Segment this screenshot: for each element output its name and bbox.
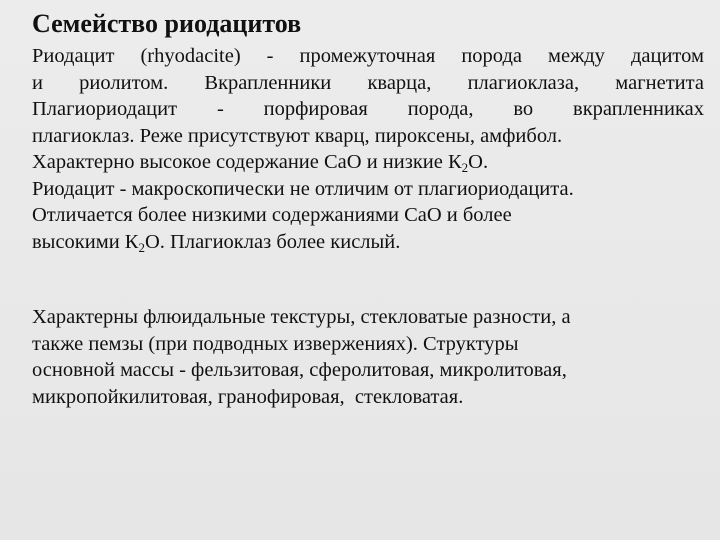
text-line: [32, 43, 704, 70]
word: между: [548, 45, 605, 67]
text-line: Отличается более низкими содержаниями СаО и более: [32, 204, 512, 226]
word: порода: [461, 45, 522, 67]
word: плагиоклаза,: [467, 71, 580, 94]
text-fragment: О.: [468, 151, 489, 173]
word: Риодацит: [32, 45, 115, 67]
text-line: [32, 149, 704, 176]
word: -: [216, 98, 224, 120]
slide-title: Семейство риодацитов: [32, 9, 302, 38]
word: Плагиориодацит: [32, 98, 178, 120]
text-line: [32, 96, 704, 123]
text-line: плагиоклаз. Реже присутствуют кварц, пироксены, амфибол.: [32, 124, 563, 147]
word: порфировая: [263, 98, 368, 120]
text-line: основной массы - фельзитовая, сферолитовая, микролитовая,: [32, 359, 567, 381]
word: дацитом: [630, 45, 704, 67]
text-fragment: Характерно высокое содержание СаО и низкие К: [32, 151, 462, 173]
text-line: [32, 229, 704, 256]
word: магнетита: [615, 71, 704, 94]
word: и: [32, 71, 43, 94]
word: риолитом.: [79, 71, 169, 94]
word: кварца,: [367, 71, 432, 94]
paragraph-textures-structures: [32, 304, 704, 410]
text-line: микропойкилитовая, гранофировая, стекловатая.: [32, 385, 464, 408]
word: порода,: [407, 98, 474, 120]
text-line: [32, 70, 704, 97]
word: во: [513, 98, 534, 120]
text-fragment: высокими К: [32, 230, 139, 253]
word: Вкрапленники: [204, 71, 332, 94]
word: промежуточная: [299, 45, 436, 67]
word: вкрапленниках: [573, 98, 704, 120]
word: (rhyodacite): [140, 45, 241, 67]
word: -: [266, 45, 274, 67]
text-fragment: О. Плагиоклаз более кислый.: [144, 230, 401, 253]
text-line: также пемзы (при подводных извержениях). Структуры: [32, 332, 519, 355]
subscript: 2: [138, 239, 145, 255]
text-line: Характерны флюидальные текстуры, стекловатые разности, а: [32, 306, 571, 328]
text-line: Риодацит - макроскопически не отличим от плагиориодацита.: [32, 177, 574, 200]
subscript: 2: [461, 160, 469, 175]
paragraph-rhyodacite-description: [32, 43, 704, 255]
